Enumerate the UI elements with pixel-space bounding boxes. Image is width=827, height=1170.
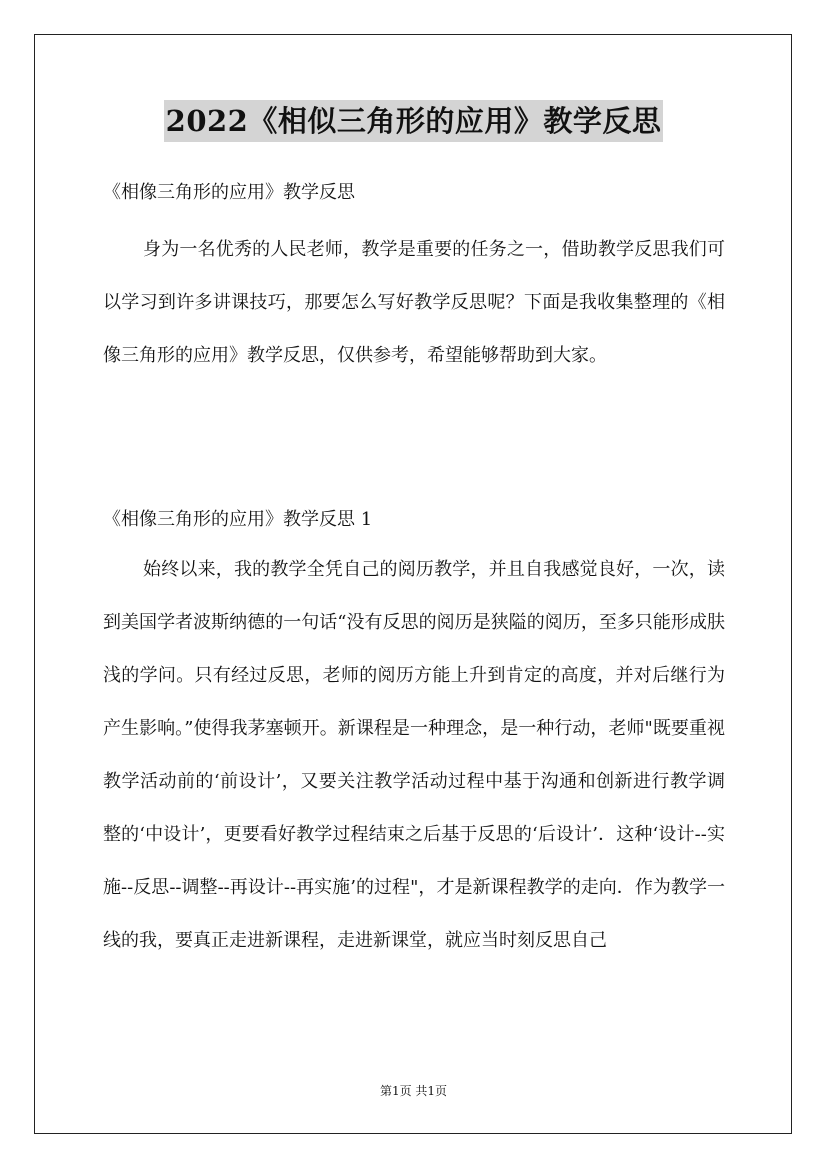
page-footer: 第1页 共1页 bbox=[379, 1084, 448, 1098]
document-title: 2022《相似三角形的应用》教学反思 bbox=[164, 100, 664, 142]
intro-paragraph: 身为一名优秀的人民老师，教学是重要的任务之一，借助教学反思我们可以学习到许多讲课技巧，那要怎么写好教学反思呢？下面是我收集整理的《相像三角形的应用》教学反思，仅供参考，希望能够帮助到大家。 bbox=[103, 239, 725, 366]
section-1-heading: 《相像三角形的应用》教学反思 1 bbox=[103, 509, 373, 530]
document-subtitle: 《相像三角形的应用》教学反思 bbox=[103, 182, 355, 203]
title-container bbox=[0, 100, 827, 142]
section-1-paragraph: 始终以来，我的教学全凭自己的阅历教学，并且自我感觉良好，一次，读到美国学者波斯纳德的一句话“没有反思的阅历是狭隘的阅历，至多只能形成肤浅的学问。只有经过反思，老师的阅历方能上升到肯定的高度，并对后继行为产生影响。”使得我茅塞顿开。新课程是一种理念，是一种行动，老师"既要重视教学活动前的‘前设计’，又要关注教学活动过程中基于沟通和创新进行教学调整的‘中设计’，更要看好教学过程结束之后基于反思的‘后设计’．这种‘设计--实施--反思--调整--再设计--再实施’的过程"，才是新课程教学的走向．作为教学一线的我，要真正走进新课程，走进新课堂，就应当时刻反思自己 bbox=[103, 559, 725, 951]
